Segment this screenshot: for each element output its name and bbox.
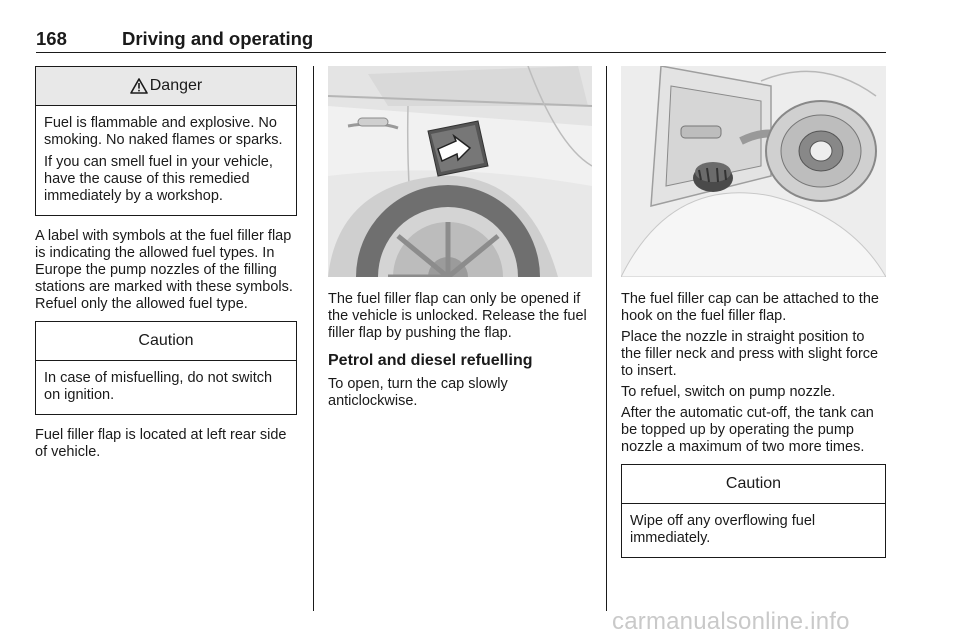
caution-box-misfuelling — [35, 321, 297, 415]
column-divider — [313, 66, 314, 611]
caution-title: Caution — [138, 332, 194, 349]
danger-title: Danger — [149, 77, 203, 94]
page-header — [36, 26, 886, 53]
fuel-filler-flap-illustration — [328, 66, 592, 277]
warning-triangle-icon — [130, 78, 148, 94]
nozzle-position-paragraph: Place the nozzle in straight position to the filler neck and press with slight force to insert. — [621, 329, 879, 379]
column-right — [621, 66, 886, 558]
page-number: 168 — [36, 28, 67, 49]
fuel-label-paragraph: A label with symbols at the fuel filler flap is indicating the allowed fuel types. In Europe the pump nozzles of the filling stations are marked with these symbols. Refuel only the allowed fuel type. — [35, 228, 293, 312]
section-title: Driving and operating — [122, 28, 314, 49]
refuelling-heading: Petrol and diesel refuelling — [328, 352, 533, 369]
watermark: carmanualsonline.info — [612, 608, 850, 635]
column-left — [35, 66, 297, 465]
danger-box-body — [36, 106, 296, 215]
switch-on-nozzle-paragraph: To refuel, switch on pump nozzle. — [621, 384, 836, 400]
caution-box-overflow — [621, 464, 886, 558]
column-divider — [606, 66, 607, 611]
filler-flap-location-paragraph: Fuel filler flap is located at left rear side of vehicle. — [35, 427, 287, 460]
caution-box-body — [622, 504, 885, 557]
car-rear-side-illustration — [328, 66, 592, 277]
caution-title: Caution — [725, 475, 782, 492]
cap-hook-paragraph: The fuel filler cap can be attached to the hook on the fuel filler flap. — [621, 291, 879, 324]
danger-text-1: Fuel is flammable and explosive. No smoking. No naked flames or sparks. — [44, 115, 283, 148]
caution-text: In case of misfuelling, do not switch on ignition. — [44, 370, 273, 403]
danger-text-2: If you can smell fuel in your vehicle, have the cause of this remedied immediately by a workshop. — [44, 154, 273, 204]
filler-flap-release-paragraph: The fuel filler flap can only be opened if the vehicle is unlocked. Release the fuel filler flap by pushing the flap. — [328, 291, 587, 341]
top-up-paragraph: After the automatic cut-off, the tank can be topped up by operating the pump nozzle a maximum of two more times. — [621, 405, 874, 455]
danger-box-header — [36, 67, 296, 106]
fuel-filler-cap-illustration — [621, 66, 886, 277]
caution-box-header — [622, 465, 885, 504]
filler-cap-on-hook-illustration — [621, 66, 886, 277]
caution-box-body — [36, 361, 296, 414]
open-cap-paragraph: To open, turn the cap slowly anticlockwise. — [328, 376, 508, 409]
caution-box-header — [36, 322, 296, 361]
danger-box — [35, 66, 297, 216]
caution-text: Wipe off any overflowing fuel immediately. — [630, 513, 816, 546]
column-middle — [328, 66, 592, 414]
